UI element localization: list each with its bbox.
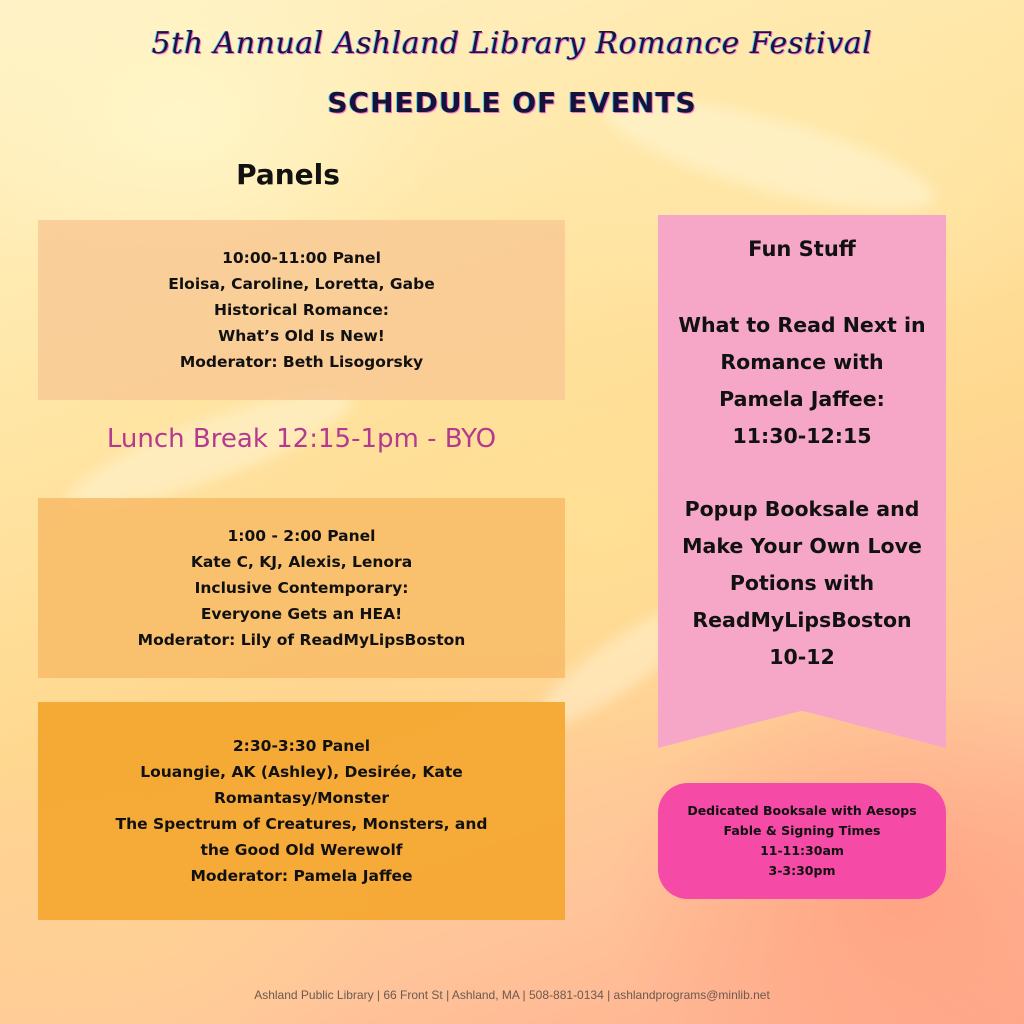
fun-item-line: ReadMyLipsBoston	[692, 608, 912, 632]
fun-item-line: Make Your Own Love	[682, 534, 922, 558]
panel-card-contemporary	[38, 498, 565, 678]
panel-authors: Kate C, KJ, Alexis, Lenora	[190, 553, 413, 571]
footer-contact-info: Ashland Public Library | 66 Front St | Ashland, MA | 508-881-0134 | ashlandprograms@minlib.net	[254, 988, 770, 1002]
fun-item-line: Romance with	[720, 350, 884, 374]
panel-moderator: Moderator: Lily of ReadMyLipsBoston	[137, 631, 466, 649]
booksale-time: 11-11:30am	[760, 843, 844, 858]
panel-moderator: Moderator: Pamela Jaffee	[190, 867, 413, 885]
panel-subtitle: The Spectrum of Creatures, Monsters, and	[115, 815, 488, 833]
booksale-line: Dedicated Booksale with Aesops	[687, 803, 917, 818]
panel-time: 2:30-3:30 Panel	[232, 737, 371, 755]
fun-item-line: Potions with	[729, 571, 875, 595]
panel-time: 10:00-11:00 Panel	[222, 249, 381, 267]
fun-item-line: Pamela Jaffee:	[719, 387, 885, 411]
fun-item-time: 11:30-12:15	[732, 424, 872, 448]
panel-card-romantasy	[38, 702, 565, 920]
festival-title: 5th Annual Ashland Library Romance Festival	[151, 26, 873, 61]
fun-item-popup-booksale	[658, 491, 946, 676]
schedule-subtitle: SCHEDULE OF EVENTS	[327, 86, 697, 119]
fun-item-what-to-read-next	[658, 307, 946, 455]
booksale-line: Fable & Signing Times	[723, 823, 881, 838]
panel-subtitle-continued: the Good Old Werewolf	[200, 841, 403, 859]
fun-stuff-heading: Fun Stuff	[748, 237, 856, 261]
fun-item-line: What to Read Next in	[678, 313, 926, 337]
booksale-time: 3-3:30pm	[768, 863, 836, 878]
panel-topic: Inclusive Contemporary:	[194, 579, 409, 597]
panel-subtitle: Everyone Gets an HEA!	[200, 605, 403, 623]
panel-subtitle: What’s Old Is New!	[218, 327, 385, 345]
fun-item-time: 10-12	[769, 645, 835, 669]
panel-topic: Romantasy/Monster	[214, 789, 389, 807]
fun-stuff-content	[658, 215, 946, 676]
panel-moderator: Moderator: Beth Lisogorsky	[179, 353, 424, 371]
fun-item-line: Popup Booksale and	[684, 497, 920, 521]
lunch-break-notice: Lunch Break 12:15-1pm - BYO	[106, 424, 497, 454]
panel-card-historical	[38, 220, 565, 400]
panel-topic: Historical Romance:	[213, 301, 389, 319]
panel-authors: Louangie, AK (Ashley), Desirée, Kate	[140, 763, 463, 781]
panels-heading: Panels	[236, 158, 340, 191]
panel-authors: Eloisa, Caroline, Loretta, Gabe	[168, 275, 435, 293]
panel-time: 1:00 - 2:00 Panel	[227, 527, 376, 545]
dedicated-booksale-badge	[658, 783, 946, 899]
